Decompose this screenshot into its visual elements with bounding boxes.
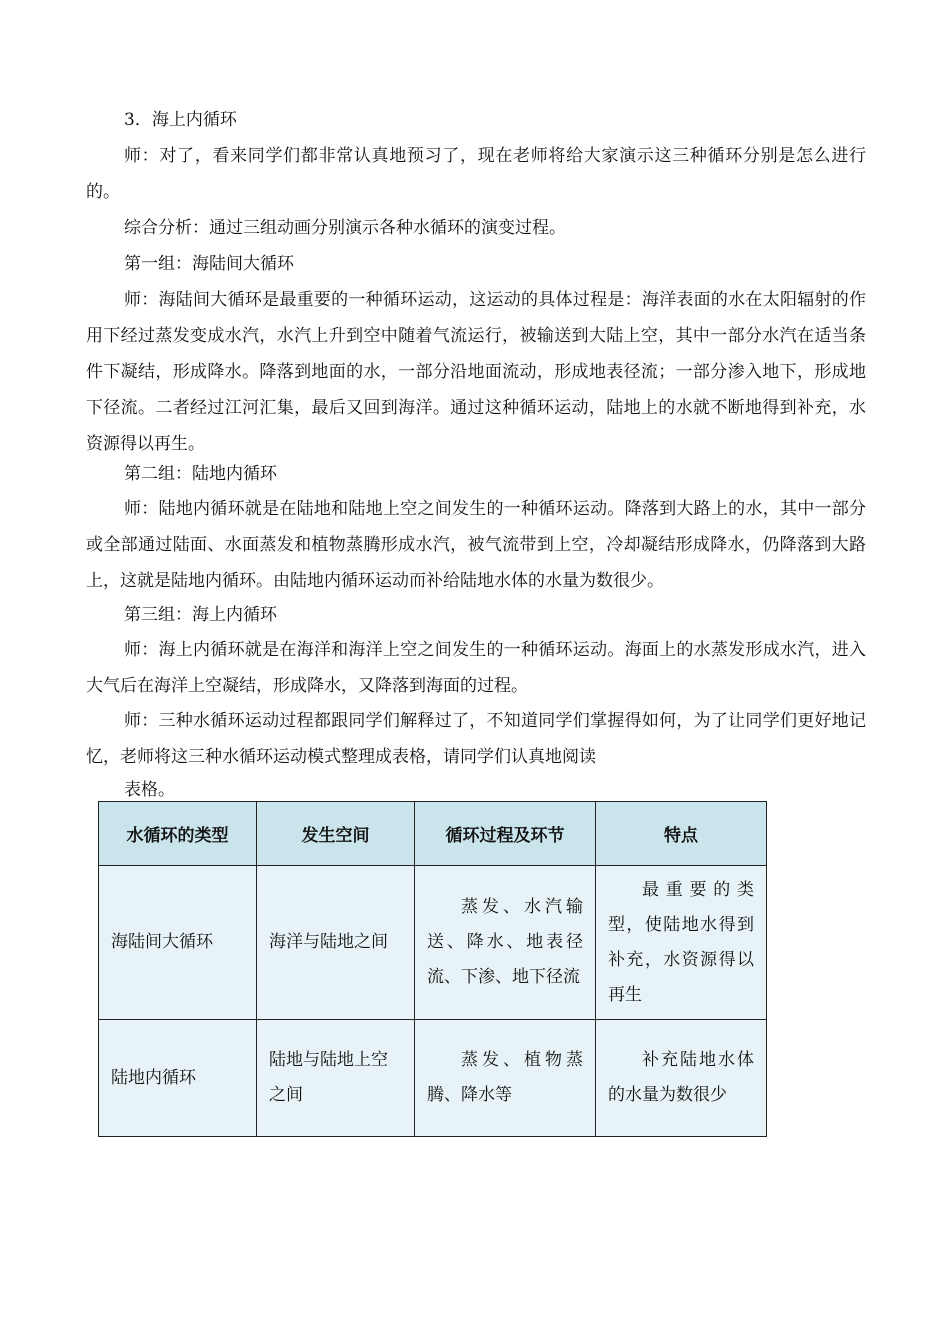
cell-text: 海洋与陆地之间	[269, 932, 388, 952]
teacher-paragraph: 师：对了，看来同学们都非常认真地预习了，现在老师将给大家演示这三种循环分别是怎么进行的。	[86, 146, 866, 202]
analysis-paragraph: 综合分析：通过三组动画分别演示各种水循环的演变过程。	[124, 218, 566, 238]
cell-text: 蒸发、植物蒸腾、降水等	[427, 1050, 583, 1105]
table-cell	[415, 1020, 596, 1137]
water-cycle-table	[98, 801, 767, 1137]
group-three-heading: 第三组：海上内循环	[124, 605, 277, 625]
cell-text: 最重要的类型，使陆地水得到补充，水资源得以再生	[608, 879, 754, 1005]
teacher-paragraph-group-two: 师：陆地内循环就是在陆地和陆地上空之间发生的一种循环运动。降落到大路上的水，其中一部分或全部通过陆面、水面蒸发和植物蒸腾形成水汽，被气流带到上空，冷却凝结形成降水，仍降落到大路上，这就是陆地内循环。由陆地内循环运动而补给陆地水体的水量为数很少。	[86, 499, 866, 591]
teacher-paragraph-group-one: 师：海陆间大循环是最重要的一种循环运动，这运动的具体过程是：海洋表面的水在太阳辐射的作用下经过蒸发变成水汽，水汽上升到空中随着气流运行，被输送到大陆上空，其中一部分水汽在适当条件下凝结，形成降水。降落到地面的水，一部分沿地面流动，形成地表径流；一部分渗入地下，形成地下径流。二者经过江河汇集，最后又回到海洋。通过这种循环运动，陆地上的水就不断地得到补充，水资源得以再生。	[86, 290, 866, 454]
section-heading: 3．海上内循环	[124, 110, 237, 130]
group-one-heading: 第一组：海陆间大循环	[124, 254, 294, 274]
teacher-paragraph-summary: 师：三种水循环运动过程都跟同学们解释过了，不知道同学们掌握得如何，为了让同学们更好地记忆，老师将这三种水循环运动模式整理成表格，请同学们认真地阅读	[86, 711, 866, 767]
header-cell-space: 发生空间	[257, 802, 415, 866]
table-cell	[415, 866, 596, 1020]
group-two-heading: 第二组：陆地内循环	[124, 464, 277, 484]
table-cell	[99, 1020, 257, 1137]
table-cell	[257, 866, 415, 1020]
cell-text: 海陆间大循环	[111, 932, 213, 952]
table-header-row	[99, 802, 767, 866]
table-cell	[596, 866, 767, 1020]
table-row	[99, 866, 767, 1020]
table-intro: 表格。	[124, 780, 175, 800]
cell-text: 蒸发、水汽输送、降水、地表径流、下渗、地下径流	[427, 897, 583, 987]
header-cell-process: 循环过程及环节	[415, 802, 596, 866]
cell-text: 陆地与陆地上空之间	[269, 1050, 388, 1105]
teacher-paragraph-group-three: 师：海上内循环就是在海洋和海洋上空之间发生的一种循环运动。海面上的水蒸发形成水汽，进入大气后在海洋上空凝结，形成降水，又降落到海面的过程。	[86, 640, 866, 696]
table-cell	[596, 1020, 767, 1137]
table-cell	[257, 1020, 415, 1137]
header-cell-type: 水循环的类型	[99, 802, 257, 866]
header-cell-feature: 特点	[596, 802, 767, 866]
cell-text: 陆地内循环	[111, 1067, 196, 1088]
cell-text: 补充陆地水体的水量为数很少	[608, 1050, 754, 1105]
table-row	[99, 1020, 767, 1137]
table-cell	[99, 866, 257, 1020]
